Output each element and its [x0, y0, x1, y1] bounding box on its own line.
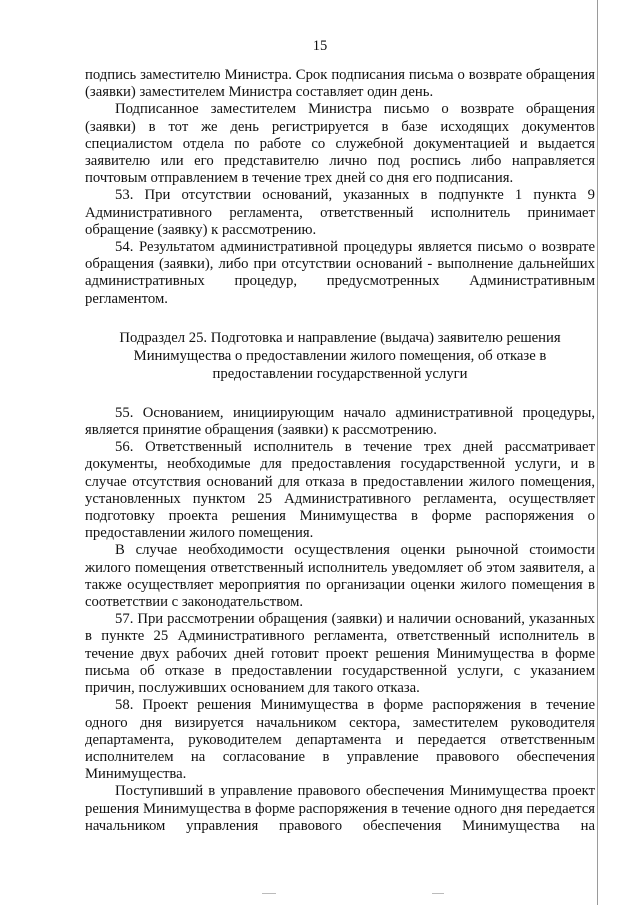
- paragraph-53: 53. При отсутствии оснований, указанных в подпункте 1 пункта 9 Административного регламента, ответственный исполнитель принимает обращение (заявку) к рассмотрению.: [85, 187, 595, 238]
- page-number: 15: [312, 38, 328, 54]
- paragraph-54: 54. Результатом административной процедуры является письмо о возврате обращения (заявки), либо при отсутствии оснований - выполнение дальнейших административных процедур, предусмотренных Административным регламентом.: [85, 239, 595, 307]
- paragraph-continuation: подпись заместителю Министра. Срок подписания письма о возврате обращения (заявки) заместителем Министра составляет один день.: [85, 67, 595, 101]
- paragraph-signed-letter: Подписанное заместителем Министра письмо о возврате обращения (заявки) в тот же день регистрируется в базе исходящих документов специалистом отдела по работе со служебной документацией и выдается заявителю или его представителю лично под роспись либо направляется почтовым отправлением в течение трех дней со дня его подписания.: [85, 101, 595, 187]
- paragraph-legal-department: Поступивший в управление правового обеспечения Минимущества проект решения Минимущества в форме распоряжения в течение одного дня передается начальником управления правового обеспечения Минимущества на: [85, 783, 595, 834]
- paragraph-55: 55. Основанием, инициирующим начало административной процедуры, является принятие обращения (заявки) к рассмотрению.: [85, 404, 595, 439]
- page-edge-line: [597, 0, 598, 905]
- paragraph-market-valuation: В случае необходимости осуществления оценки рыночной стоимости жилого помещения ответственный исполнитель уведомляет об этом заявителя, а также осуществляет мероприятия по организации оценки жилого помещения в соответствии с законодательством.: [85, 542, 595, 611]
- document-body: [85, 67, 595, 835]
- paragraph-57: 57. При рассмотрении обращения (заявки) и наличии оснований, указанных в пункте 25 Административного регламента, ответственный исполнитель в течение двух рабочих дней готовит проект решения Минимущества в форме письма об отказе в предоставлении государственной услуги, с указанием причин, послуживших основанием для такого отказа.: [85, 611, 595, 697]
- paragraph-58: 58. Проект решения Минимущества в форме распоряжения в течение одного дня визируется начальником сектора, заместителем руководителя департамента, руководителем департамента и передается ответственным исполнителем на согласование в управление правового обеспечения Минимущества.: [85, 697, 595, 783]
- scan-artifact: [262, 893, 276, 894]
- scan-artifact: [432, 893, 444, 894]
- paragraph-56: 56. Ответственный исполнитель в течение трех дней рассматривает документы, необходимые для предоставления государственной услуги, и в случае отсутствия оснований для отказа в предоставлении жилого помещения, установленных пунктом 25 Административного регламента, осуществляет подготовку проекта решения Минимущества в форме распоряжения о предоставлении жилого помещения.: [85, 439, 595, 542]
- subsection-heading: Подраздел 25. Подготовка и направление (выдача) заявителю решения Минимущества о предоставлении жилого помещения, об отказе в предоставлении государственной услуги: [119, 329, 561, 382]
